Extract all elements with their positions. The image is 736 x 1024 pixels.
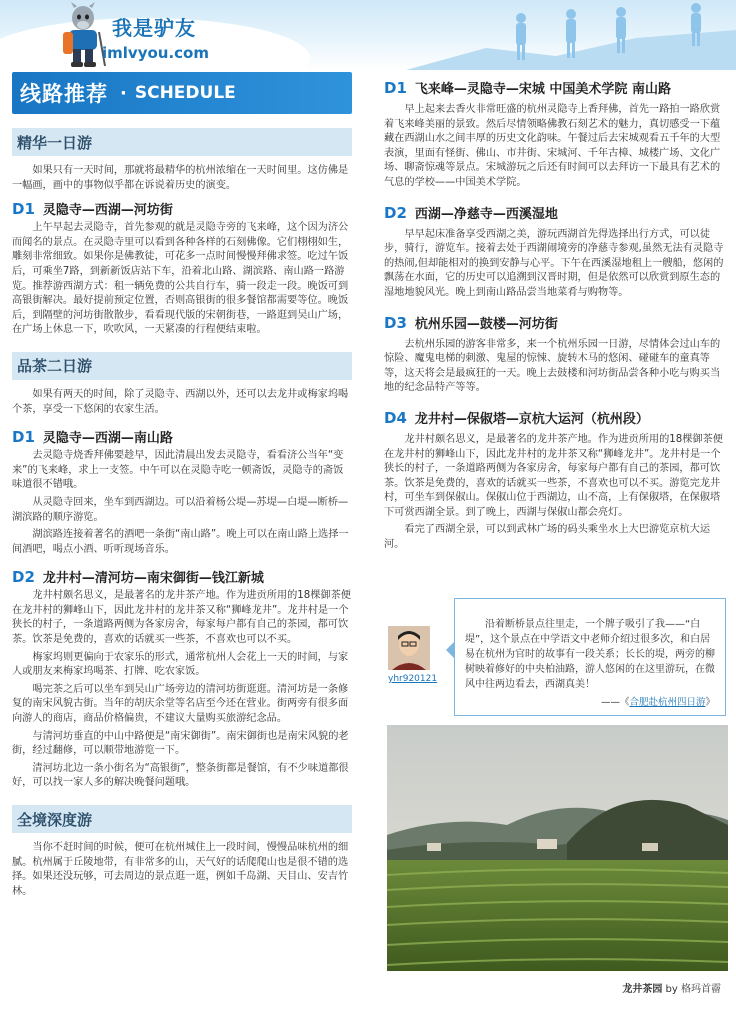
- day-text: 与清河坊垂直的中山中路便是“南宋御街”。南宋御街也是南宋风貌的老街，经过翻修，可以顺带地游览一下。: [12, 730, 349, 757]
- day-text: 梅家坞则更偏向于农家乐的形式，通常杭州人会花上一天的时间，与家人或朋友来梅家坞喝茶、打牌、吃农家饭。: [12, 651, 349, 678]
- day-text: 看完了西湖全景，可以到武林广场的码头乘坐水上大巴游览京杭大运河。: [384, 524, 711, 551]
- photo-caption-credit: by 格玛首霤: [662, 984, 721, 995]
- schedule-title-dot: ·: [120, 82, 127, 104]
- section-one-day: [12, 128, 352, 156]
- quote-source: [465, 694, 715, 708]
- quote-source-prefix: ——《: [600, 697, 630, 708]
- quote-text: 沿着断桥景点往里走，一个牌子吸引了我——“白堤”，这个景点在中学语文中老师介绍过很多次，和白居易在杭州为官时的故事有一段关系；长长的堤，两旁的柳树映着修好的中央柏油路，游人悠闲的在这里游玩，在微风中往两边看去，西湖真美！: [465, 619, 715, 690]
- quote-box: [454, 598, 726, 716]
- day-title: 灵隐寺—西湖—河坊街: [42, 203, 173, 219]
- quote-source-link[interactable]: 合肥赴杭州四日游: [629, 697, 706, 708]
- day-title: 杭州乐园—鼓楼—河坊街: [414, 316, 558, 332]
- photo-caption-title: 龙井茶园: [622, 984, 663, 995]
- day-text: 湖滨路连接着著名的酒吧一条街“南山路”。晚上可以在南山路上选择一间酒吧，喝点小酒、听听现场音乐。: [12, 529, 349, 555]
- day-text: 上午早起去灵隐寺，首先参观的就是灵隐寺旁的飞来峰，这个因为济公而闻名的景点。在灵隐寺里可以看到各种各样的石刻佛像。它们栩栩如生，雕刻非常细致。如果你是佛教徒，可花多一点时间慢慢拜佛求签。吃过午饭后，可乘坐7路，到新新饭店站下车，沿着北山路、湖滨路、南山路一路游览。推荐游西湖方式：租一辆免费的公共自行车，骑一段走一段。晚饭可到高银街解决。最好提前预定位置，否则高银街的很多餐馆都需要等位。晚饭后，到隔壁的河坊街散散步，看看现代版的宋朝街巷，一路逛到吴山广场，在广场上休息一下，吹吹风，一天紧凑的行程便结束啦。: [12, 222, 349, 336]
- left-column: [12, 72, 352, 899]
- one-day-intro: 如果只有一天时间，那就将最精华的杭州浓缩在一天时间里。这仿佛是一幅画，画中的事物似乎都在诉说着历史的演变。: [12, 165, 349, 191]
- day-heading: [384, 78, 726, 97]
- schedule-title-bar: [12, 72, 352, 114]
- day-text: 去灵隐寺烧香拜佛要趁早，因此清晨出发去灵隐寺，看看济公当年“变来”的飞来峰，求上一支签。中午可以在灵隐寺吃一顿斋饭，灵隐寺的斋饭味道很不错哦。: [12, 450, 344, 491]
- section-title: 品茶二日游: [17, 357, 93, 376]
- quote-username-link[interactable]: yhr920121: [388, 674, 438, 684]
- user-avatar-icon: [388, 626, 430, 670]
- day-heading: [384, 203, 726, 222]
- day-label: D1: [384, 79, 407, 97]
- two-day-intro: 如果有两天的时间，除了灵隐寺、西湖以外，还可以去龙井或梅家坞喝个茶，享受一下悠闲的农家生活。: [12, 388, 349, 415]
- day-title: 龙井村—清河坊—南宋御街—钱江新城: [42, 571, 264, 587]
- day-title: 灵隐寺—西湖—南山路: [42, 431, 173, 447]
- page-header: [0, 0, 736, 70]
- day-text: 喝完茶之后可以坐车到吴山广场旁边的清河坊街逛逛。清河坊是一条修复的南宋风貌古街。当年的胡庆余堂等名店至今还在营业。街两旁有很多面向游人的商店，商品价格偏贵，不建议大量购买旅游纪念品。: [12, 683, 349, 725]
- day-text: 清河坊北边一条小街名为“高银街”，整条街都是餐馆，有不少味道都很好，可以找一家人多的解决晚餐问题哦。: [12, 762, 349, 789]
- day-heading: [384, 313, 726, 332]
- deep-intro: 当你不赶时间的时候，便可在杭州城住上一段时间，慢慢品味杭州的细腻。杭州属于丘陵地带，有非常多的山，天气好的话爬爬山也是很不错的选择。如果还没玩够，可去周边的景点逛一逛，例如千岛湖、天目山、安吉竹林。: [12, 842, 349, 897]
- day-label: D2: [12, 568, 35, 587]
- day-heading: [12, 199, 352, 218]
- section-two-day: [12, 352, 352, 380]
- schedule-title-en: SCHEDULE: [134, 83, 236, 103]
- quote-tail: [446, 642, 454, 658]
- tea-garden-image-icon: [387, 725, 728, 971]
- section-deep: [12, 805, 352, 833]
- quote-source-suffix: 》: [705, 697, 715, 708]
- right-column: [384, 78, 726, 553]
- avatar[interactable]: [388, 626, 430, 670]
- traveler-quote: [388, 598, 728, 718]
- day-label: D4: [384, 408, 407, 427]
- schedule-title-cn: 线路推荐: [20, 82, 108, 106]
- section-title: 精华一日游: [17, 133, 93, 152]
- day-title: 飞来峰—灵隐寺—宋城 中国美术学院 南山路: [414, 82, 671, 97]
- tea-garden-photo: [387, 725, 728, 971]
- day-text: 早上起来去香火非常旺盛的杭州灵隐寺上香拜佛，首先一路拍一路欣赏着飞来峰美丽的景致。然后尽情领略佛教石刻艺术的魅力，真切感受一下蕴藏在西湖山水之间丰厚的历史文化韵味。午餐过后去宋城观看五千年的大型表演，里面有怪街、佛山、市井街、宋城河、千年古樟、城楼广场、文化广场、聊斋惊魂等景点。宋城游玩之后还有时间可以去拜访一下最具有艺术的气息的学校——中国美术学院。: [384, 104, 721, 188]
- logo-text: 我是驴友: [112, 16, 196, 40]
- day-label: D1: [12, 200, 35, 219]
- day-title: 西湖—净慈寺—西溪湿地: [414, 206, 558, 222]
- day-text: 龙井村颇名思义，是最著名的龙井茶产地。作为进贡所用的18棵御茶便在龙井村的狮峰山下，因此龙井村的龙井茶又称“狮峰龙井”。龙井村是一个狭长的村子，一条道路两侧为各家房舍，每家每户都有自己的茶园，都可饮茶。饮茶是免费的，喜欢的话就买一些茶，不喜欢也可以不买。游览完龙井村，可坐车到保俶山。保俶山位于西湖边，山不高，上有保俶塔，在保俶塔下可赏西湖全景。到了晚上，西湖与保俶山都会亮灯。: [384, 433, 723, 518]
- day-text: 从灵隐寺回来，坐车到西湖边。可以沿着杨公堤—苏堤—白堤—断桥—湖滨路的顺序游览。: [12, 496, 349, 523]
- day-label: D2: [384, 203, 407, 222]
- day-text: 早早起床准备享受西湖之美，游玩西湖首先得选择出行方式，可以徒步，骑行，游览车。接着去处于西湖闹境旁的净慈寺参观,虽然无法有灵隐寺的热闹,但却能相对的换到安静与心平。下午在西溪湿地租上一艘船，悠闲的飘荡在水面，它的历史可以追溯到汉晋时期，但是依然可以欣赏到原生态的湿地地貌风光。晚上到南山路品尝当地菜肴与购物等。: [384, 228, 724, 298]
- day-title: 龙井村—保俶塔—京杭大运河（杭州段）: [414, 411, 649, 427]
- day-label: D1: [12, 428, 35, 447]
- section-title: 全境深度游: [17, 810, 93, 829]
- logo-url[interactable]: imlvyou.com: [102, 44, 209, 62]
- photo-caption: [387, 980, 721, 995]
- day-text: 龙井村颇名思义，是最著名的龙井茶产地。作为进贡所用的18棵御茶便在龙井村的狮峰山下，因此龙井村的龙井茶又称“狮峰龙井”。龙井村是一个狭长的村子，一条道路两侧为各家房舍，每家每户都有自己的茶园，都可饮茶。饮茶是免费的，喜欢的话就买一些茶，不喜欢也可以不买。: [12, 590, 351, 646]
- day-heading: [12, 567, 352, 586]
- day-heading: [384, 408, 726, 427]
- day-text: 去杭州乐园的游客非常多，来一个杭州乐园一日游，尽情体会过山车的惊险、魔鬼电梯的刺激、鬼屋的惊悚、旋转木马的悠闲、碰碰车的童真等等，这天将会是最疯狂的一天。晚上去鼓楼和河坊街品尝各种小吃与购买当地的纪念品特产等等。: [384, 338, 721, 394]
- day-label: D3: [384, 313, 407, 332]
- day-heading: [12, 427, 352, 446]
- hikers-silhouette-icon: [406, 0, 736, 70]
